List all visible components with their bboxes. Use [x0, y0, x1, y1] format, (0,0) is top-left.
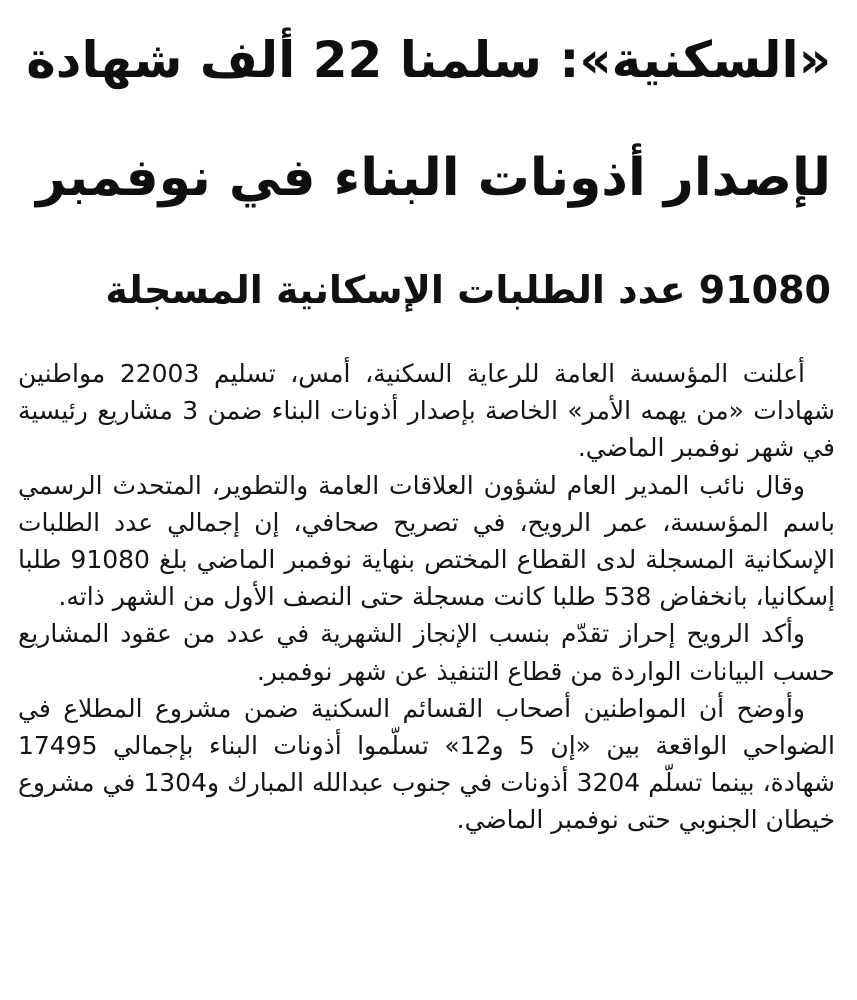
- paragraph-2: وقال نائب المدير العام لشؤون العلاقات العامة والتطوير، المتحدث الرسمي باسم المؤسسة، عمر الرويح، في تصريح صحافي، إن إجمالي عدد الطلبات الإسكانية المسجلة لدى القطاع المختص بنهاية نوفمبر الماضي بلغ 91080 طلبا إسكانيا، بانخفاض 538 طلبا كانت مسجلة حتى النصف الأول من الشهر ذاته.: [18, 470, 835, 612]
- paragraph-1: أعلنت المؤسسة العامة للرعاية السكنية، أمس، تسليم 22003 مواطنين شهادات «من يهمه الأمر» الخاصة بإصدار أذونات البناء ضمن 3 مشاريع رئيسية في شهر نوفمبر الماضي.: [18, 359, 835, 463]
- subheadline: 91080 عدد الطلبات الإسكانية المسجلة: [105, 268, 831, 312]
- headline-line-1: «السكنية»: سلمنا 22 ألف شهادة: [26, 31, 831, 89]
- headline-line-2: لإصدار أذونات البناء في نوفمبر: [36, 148, 831, 208]
- article-body: [18, 355, 835, 839]
- paragraph-3: وأكد الرويح إحراز تقدّم بنسب الإنجاز الشهرية في عدد من عقود المشاريع حسب البيانات الواردة من قطاع التنفيذ عن شهر نوفمبر.: [18, 619, 835, 686]
- paragraph-4: وأوضح أن المواطنين أصحاب القسائم السكنية ضمن مشروع المطلاع في الضواحي الواقعة بين «إن 5 و12» تسلّموا أذونات البناء بإجمالي 17495 شهادة، بينما تسلّم 3204 أذونات في جنوب عبدالله المبارك و1304 في مشروع خيطان الجنوبي حتى نوفمبر الماضي.: [18, 693, 835, 835]
